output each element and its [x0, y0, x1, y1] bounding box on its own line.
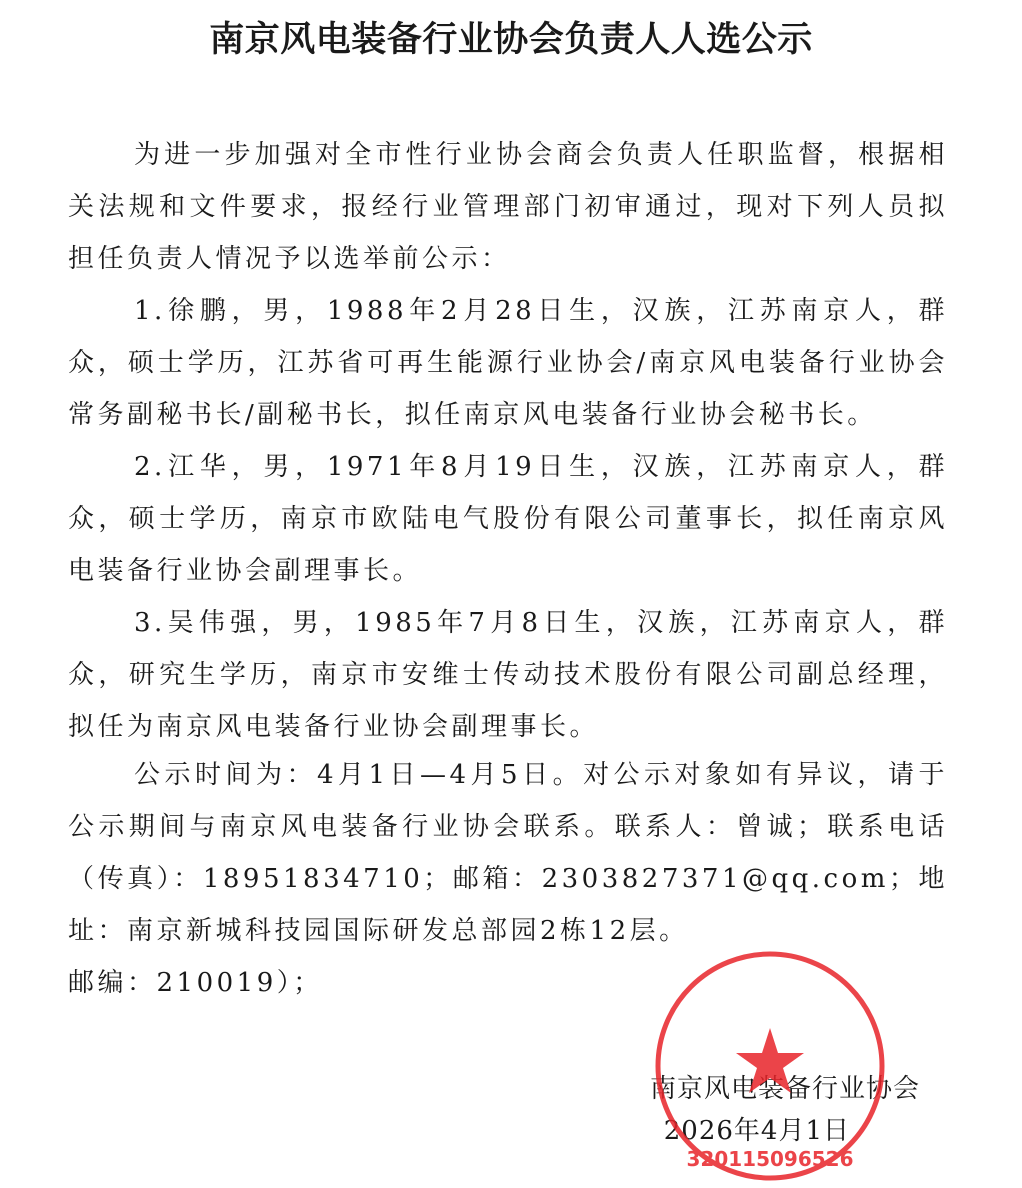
notice-paragraph: 公示时间为：4月1日—4月5日。对公示对象如有异议，请于公示期间与南京风电装备行业协会联系。联系人：曾诚；联系电话（传真）：18951834710；邮箱：2303827371@qq.com；地址：南京新城科技园国际研发总部园2栋12层。 [68, 760, 948, 946]
seal-code: 320115096526 [686, 1147, 854, 1171]
seal-star-icon [736, 1028, 804, 1093]
candidate-1: 1.徐鹏，男，1988年2月28日生，汉族，江苏南京人，群众，硕士学历，江苏省可再生能源行业协会/南京风电装备行业协会常务副秘书长/副秘书长，拟任南京风电装备行业协会秘书长。 [68, 296, 948, 430]
document-title: 南京风电装备行业协会负责人人选公示 [209, 20, 813, 60]
candidate-2: 2.江华，男，1971年8月19日生，汉族，江苏南京人，群众，硕士学历，南京市欧陆电气股份有限公司董事长，拟任南京风电装备行业协会副理事长。 [68, 452, 948, 586]
official-seal [635, 958, 905, 1188]
intro-paragraph: 为进一步加强对全市性行业协会商会负责人任职监督，根据相关法规和文件要求，报经行业管理部门初审通过，现对下列人员拟担任负责人情况予以选举前公示： [68, 140, 948, 274]
candidate-3: 3.吴伟强，男，1985年7月8日生，汉族，江苏南京人，群众，研究生学历，南京市安维士传动技术股份有限公司副总经理，拟任为南京风电装备行业协会副理事长。 [68, 608, 948, 742]
postcode-line: 邮编：210019）； [68, 968, 323, 998]
signature-org: 南京风电装备行业协会 [649, 1074, 920, 1104]
signature-date: 2026年4月1日 [663, 1116, 850, 1146]
